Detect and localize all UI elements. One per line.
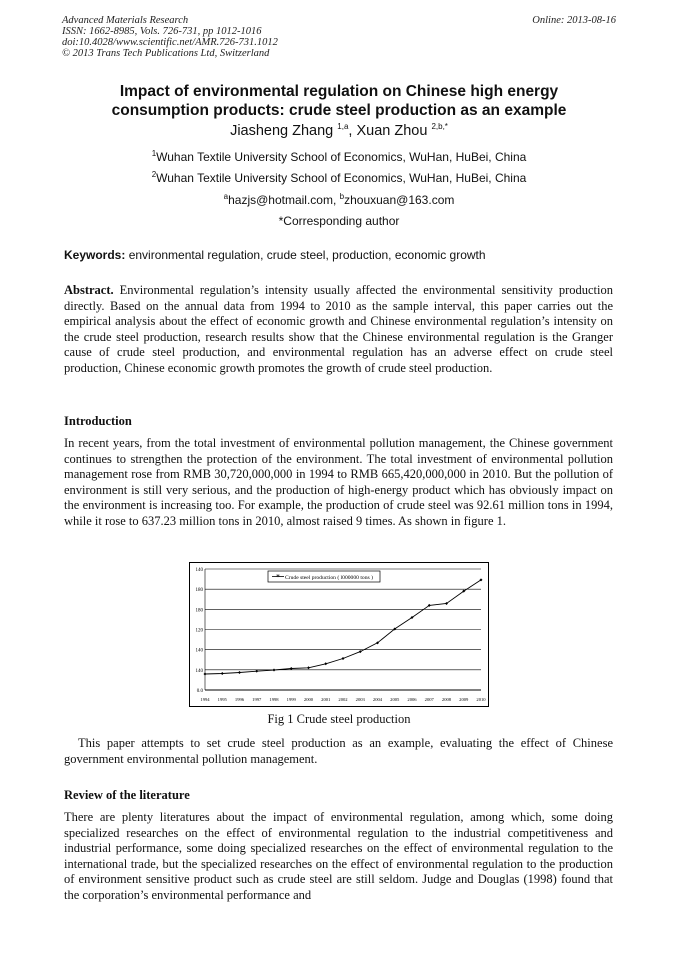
email-a: hazjs@hotmail.com, — [228, 193, 340, 207]
x-tick-label: 2008 — [441, 697, 452, 702]
figure-caption: Fig 1 Crude steel production — [267, 712, 411, 726]
x-tick-label: 1999 — [286, 697, 296, 702]
keywords-text: environmental regulation, crude steel, production, economic growth — [125, 248, 486, 262]
author-1: Jiasheng Zhang — [230, 123, 338, 139]
y-tick-label: 180 — [195, 608, 203, 614]
abstract-label: Abstract. — [64, 283, 114, 297]
copyright-line: © 2013 Trans Tech Publications Ltd, Switzerland — [62, 48, 270, 59]
abstract-text: Environmental regulation’s intensity usually affected the environmental sensitivity production directly. Based on the annual data from 1994 to 2010 as the sample interval, this paper carries out the empirical analysis about the effect of economic growth and Chinese environmental regulation’s intensity on the crude steel production, research results show that the Chinese environmental regulation is the Granger cause of crude steel production, and environmental regulation has an adverse effect on crude steel production, Chinese economic growth promotes the growth of crude steel production. — [64, 283, 613, 375]
review-heading: Review of the literature — [64, 788, 190, 802]
x-tick-label: 1996 — [234, 697, 245, 702]
chart-frame — [190, 563, 489, 707]
abstract — [64, 283, 613, 377]
journal-header — [62, 15, 278, 59]
journal-name: Advanced Materials Research — [62, 15, 189, 26]
y-tick-label: 120 — [195, 628, 203, 634]
paper-title — [60, 82, 618, 120]
intro-paragraph: In recent years, from the total investment of environmental pollution management, the Chinese government continues to strengthen the protection of the environment. The total investment of environmental pollution management rose from RMB 30,720,000,000 in 1994 to RMB 665,420,000,000 in 2010. But the pollution of environment is still very serious, and the production of high-energy product which has obviously impact on the environment is increasing too. For example, the production of crude steel was 92.61 million tons in 1994, while it rose to 637.23 million tons in 2010, almost raised 9 times. As shown in figure 1. — [64, 436, 613, 528]
x-tick-label: 2006 — [407, 697, 417, 702]
x-tick-label: 2005 — [390, 697, 400, 702]
author-2-sup: 2,b,* — [431, 122, 448, 132]
x-tick-label: 2002 — [338, 697, 348, 702]
y-tick-label: 140 — [195, 648, 203, 654]
x-tick-label: 1997 — [252, 697, 262, 702]
online-date: Online: 2013-08-16 — [532, 15, 616, 26]
crude-steel-chart — [189, 562, 489, 707]
legend-marker: * — [276, 572, 280, 582]
x-tick-label: 2004 — [372, 697, 383, 702]
email-b: zhouxuan@163.com — [344, 193, 455, 207]
author-list — [60, 123, 618, 139]
author-sep: , — [348, 123, 357, 139]
x-tick-label: 2001 — [321, 697, 331, 702]
y-tick-label: 0.0 — [196, 689, 203, 694]
x-tick-label: 1998 — [269, 697, 279, 702]
x-tick-label: 2009 — [459, 697, 469, 702]
affiliation-1: $^1$Wuhan Textile University School of Economics, WuHan, HuBei, China — [151, 149, 527, 164]
chart-svg — [189, 562, 489, 707]
after-figure-paragraph: This paper attempts to set crude steel production as an example, evaluating the effect of Chinese government environmental pollution management. — [64, 736, 613, 766]
author-emails: $^a$hazjs@hotmail.com, $^b$zhouxuan@163.com — [223, 192, 455, 207]
issn-line: ISSN: 1662-8985, Vols. 726-731, pp 1012-1016 — [62, 26, 262, 37]
intro-heading: Introduction — [64, 414, 132, 428]
title-line-1: Impact of environmental regulation on Chinese high energy — [119, 83, 559, 100]
keywords-label: Keywords: — [64, 248, 126, 262]
affiliation-2: $^2$Wuhan Textile University School of Economics, WuHan, HuBei, China — [151, 170, 527, 185]
author-2: Xuan Zhou — [356, 123, 432, 139]
keywords — [64, 248, 616, 262]
y-tick-label: 140 — [195, 568, 203, 573]
y-tick-label: 140 — [195, 668, 203, 674]
x-tick-label: 2010 — [476, 697, 486, 702]
x-tick-label: 2000 — [303, 697, 314, 702]
x-tick-label: 2007 — [424, 697, 434, 702]
x-tick-label: 1995 — [217, 697, 227, 702]
title-line-2: consumption products: crude steel production as an example — [111, 102, 567, 119]
doi-line: doi:10.4028/www.scientific.net/AMR.726-731.1012 — [62, 37, 278, 48]
x-tick-label: 1994 — [200, 697, 210, 702]
y-tick-label: 180 — [195, 588, 203, 594]
author-1-sup: 1,a — [337, 122, 349, 132]
legend-label: Crude steel production ( l000000 tons ) — [285, 575, 373, 581]
review-paragraph: There are plenty literatures about the impact of environmental regulation, among which, some doing specialized researches on the effect of environmental regulation to the industrial competitiveness and industrial performance, some doing specialized researches on the effect of environmental regulation to the international trade, but the specialized researches on the effect of environmental regulation to the production of environment sensitive product such as crude steel are still seldom. Judge and Douglas (1998) found that the corporation’s environmental performance and — [64, 810, 613, 902]
corresponding-note: *Corresponding author — [278, 214, 400, 228]
x-tick-label: 2003 — [355, 697, 365, 702]
